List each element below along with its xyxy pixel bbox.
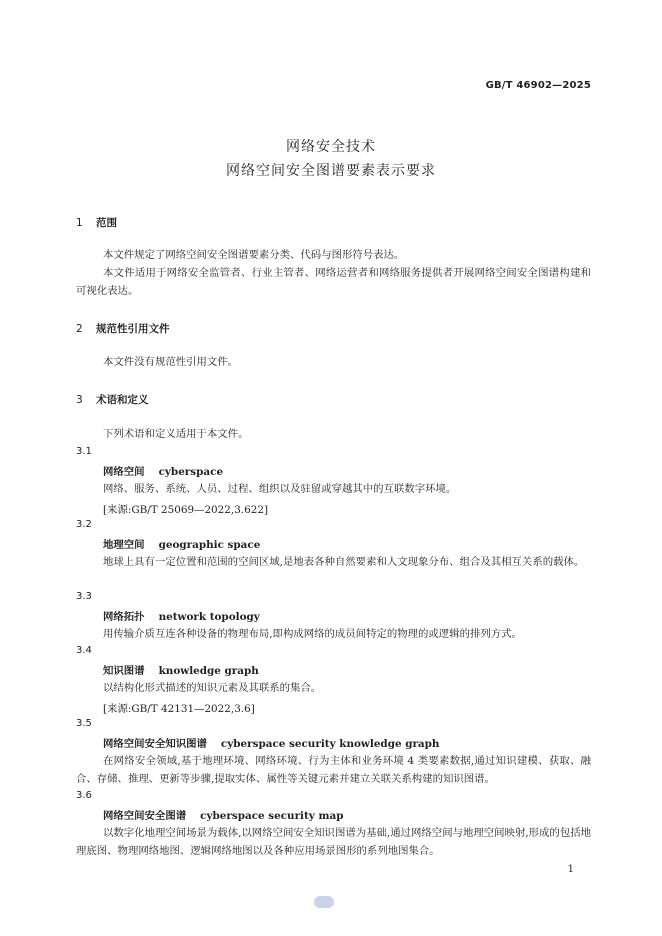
section-2-title: 规范性引用文件 xyxy=(96,323,170,335)
section-2-number: 2 xyxy=(76,323,83,335)
section-3-number: 3 xyxy=(76,394,83,406)
section-3-paragraph-1: 下列术语和定义适用于本文件。 xyxy=(103,428,249,440)
term-chinese: 知识图谱 xyxy=(103,665,145,677)
title-line-1: 网络安全技术 xyxy=(286,139,376,155)
page-number: 1 xyxy=(567,864,574,875)
term-definition: 以数字化地理空间场景为载体,以网络空间安全知识图谱为基础,通过网络空间与地理空间映射,形成的包括地理底图、物理网络地图、逻辑网络地图以及各种应用场景图形的系列地图集合。 xyxy=(76,827,591,857)
term-number: 3.3 xyxy=(76,591,92,602)
term-heading xyxy=(103,807,343,822)
term-chinese: 网络空间安全图谱 xyxy=(103,810,187,822)
standard-code: GB/T 46902—2025 xyxy=(485,80,591,91)
watermark-logo xyxy=(314,896,334,908)
section-1-number: 1 xyxy=(76,217,83,229)
section-3-title: 术语和定义 xyxy=(96,394,149,406)
term-definition: 以结构化形式描述的知识元素及其联系的集合。 xyxy=(103,682,322,694)
section-2-paragraph-1: 本文件没有规范性引用文件。 xyxy=(103,356,239,368)
term-english: geographic space xyxy=(158,539,261,551)
term-definition: 在网络安全领域,基于地理环境、网络环境、行为主体和业务环境 4 类要素数据,通过知识建模、获取、融合、存储、推理、更新等步骤,提取实体、属性等关键元素并建立关联关系构建的知识图谱。 xyxy=(76,755,591,785)
term-number: 3.5 xyxy=(76,718,92,729)
term-number: 3.6 xyxy=(76,790,92,801)
term-chinese: 地理空间 xyxy=(103,539,145,551)
section-2-heading xyxy=(76,321,170,336)
section-1-title: 范围 xyxy=(96,217,117,229)
term-english: cyberspace xyxy=(158,466,224,478)
term-source: [来源:GB/T 25069—2022,3.622] xyxy=(103,504,268,516)
term-chinese: 网络空间安全知识图谱 xyxy=(103,738,207,750)
term-source: [来源:GB/T 42131—2022,3.6] xyxy=(103,703,255,715)
term-english: knowledge graph xyxy=(158,665,259,677)
term-heading xyxy=(103,608,260,623)
term-number: 3.4 xyxy=(76,645,92,656)
term-heading xyxy=(103,735,439,750)
section-1-paragraph-1: 本文件规定了网络空间安全图谱要素分类、代码与图形符号表达。 xyxy=(103,249,405,261)
term-number: 3.1 xyxy=(76,446,92,457)
section-1-heading xyxy=(76,215,117,230)
term-number: 3.2 xyxy=(76,519,92,530)
term-definition: 地球上具有一定位置和范围的空间区域,是地表各种自然要素和人文现象分布、组合及其相互关系的载体。 xyxy=(103,556,585,568)
term-english: cyberspace security map xyxy=(200,810,344,822)
term-chinese: 网络拓扑 xyxy=(103,611,145,623)
term-heading xyxy=(103,662,259,677)
term-definition: 用传输介质互连各种设备的物理布局,即构成网络的成员间特定的物理的或逻辑的排列方式。 xyxy=(103,628,522,640)
term-heading xyxy=(103,463,223,478)
section-3-heading xyxy=(76,392,149,407)
term-english: network topology xyxy=(158,611,260,623)
term-chinese: 网络空间 xyxy=(103,466,145,478)
section-1-paragraph-2: 本文件适用于网络安全监管者、行业主管者、网络运营者和网络服务提供者开展网络空间安全图谱构建和可视化表达。 xyxy=(76,267,591,297)
term-heading xyxy=(103,536,260,551)
term-definition: 网络、服务、系统、人员、过程、组织以及驻留或穿越其中的互联数字环境。 xyxy=(103,483,457,495)
title-line-2: 网络空间安全图谱要素表示要求 xyxy=(226,163,436,179)
term-english: cyberspace security knowledge graph xyxy=(220,738,440,750)
